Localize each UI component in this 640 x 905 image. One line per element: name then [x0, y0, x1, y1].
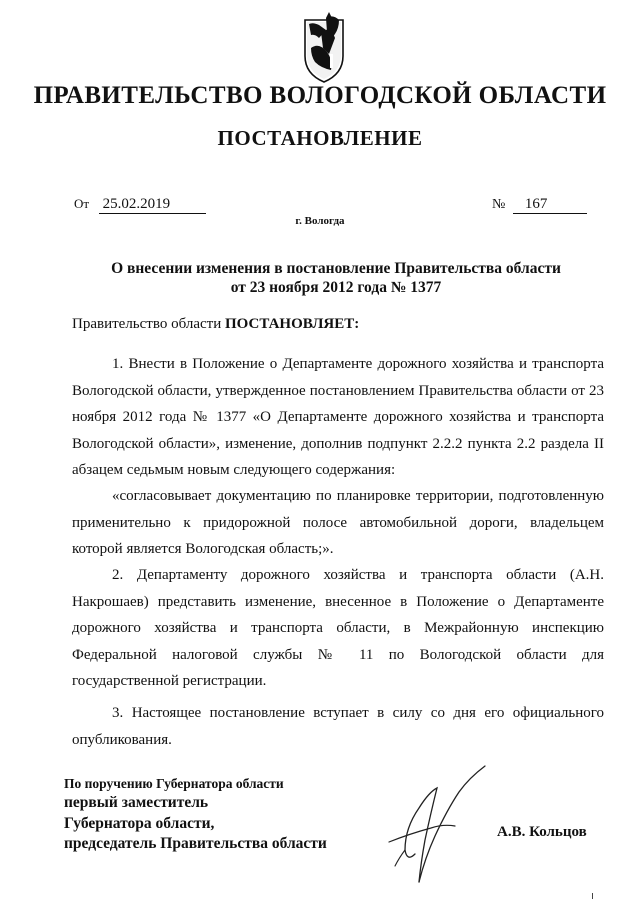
document-type: ПОСТАНОВЛЕНИЕ: [217, 126, 423, 150]
paragraph-3: 3. Настоящее постановление вступает в силу со дня его официального опубликования.: [72, 705, 604, 748]
number-prefix: №: [492, 197, 506, 212]
paragraph-1: 1. Внести в Положение о Департаменте дорожного хозяйства и транспорта Вологодской области, утвержденное постановлением Правительства области от 23 ноября 2012 года № 1377 «О Департаменте дорожного хозяйства и транспорта Вологодской области», изменение, дополнив подпункт 2.2.2 пункта 2.2 раздела II абзацем седьмым новым следующего содержания:: [72, 356, 604, 478]
government-title: ПРАВИТЕЛЬСТВО ВОЛОГОДСКОЙ ОБЛАСТИ: [33, 82, 607, 109]
document-date: 25.02.2019: [99, 196, 207, 214]
signatory-position-1: первый заместитель: [64, 794, 209, 811]
coat-of-arms-icon: [299, 8, 349, 88]
page-mark: [592, 893, 593, 899]
subject-line-1: О внесении изменения в постановление Правительства области: [111, 260, 561, 277]
handwritten-signature: [375, 762, 495, 887]
date-prefix: От: [74, 196, 90, 211]
document-subject: [0, 259, 640, 297]
signer-name: А.В. Кольцов: [497, 824, 587, 840]
signatory-position-3: председатель Правительства области: [64, 835, 327, 852]
resolves-line: [72, 316, 604, 333]
resolves-prefix: Правительство области: [72, 316, 222, 332]
signatory-position-2: Губернатора области,: [64, 814, 215, 832]
document-number: 167: [513, 196, 588, 214]
city: г. Вологда: [295, 215, 345, 227]
date-row: [74, 196, 206, 214]
subject-line-2: от 23 ноября 2012 года № 1377: [230, 279, 442, 296]
number-row: [492, 196, 587, 214]
quoted-insertion: «согласовывает документацию по планировке территории, подготовленную применительно к придорожной полосе автомобильной дороги, владельцем которой является Вологодская область;».: [72, 488, 604, 557]
signatory-authority: По поручению Губернатора области: [64, 776, 284, 791]
paragraph-2: 2. Департаменту дорожного хозяйства и транспорта области (А.Н. Накрошаев) представить изменение, внесенное в Положение о Департаменте дорожного хозяйства и транспорта области, в Межрайонную инспекцию Федеральной налоговой службы № 11 по Вологодской области для государственной регистрации.: [72, 567, 604, 689]
resolves-word: ПОСТАНОВЛЯЕТ:: [224, 316, 360, 332]
signatory-block: [64, 774, 327, 855]
